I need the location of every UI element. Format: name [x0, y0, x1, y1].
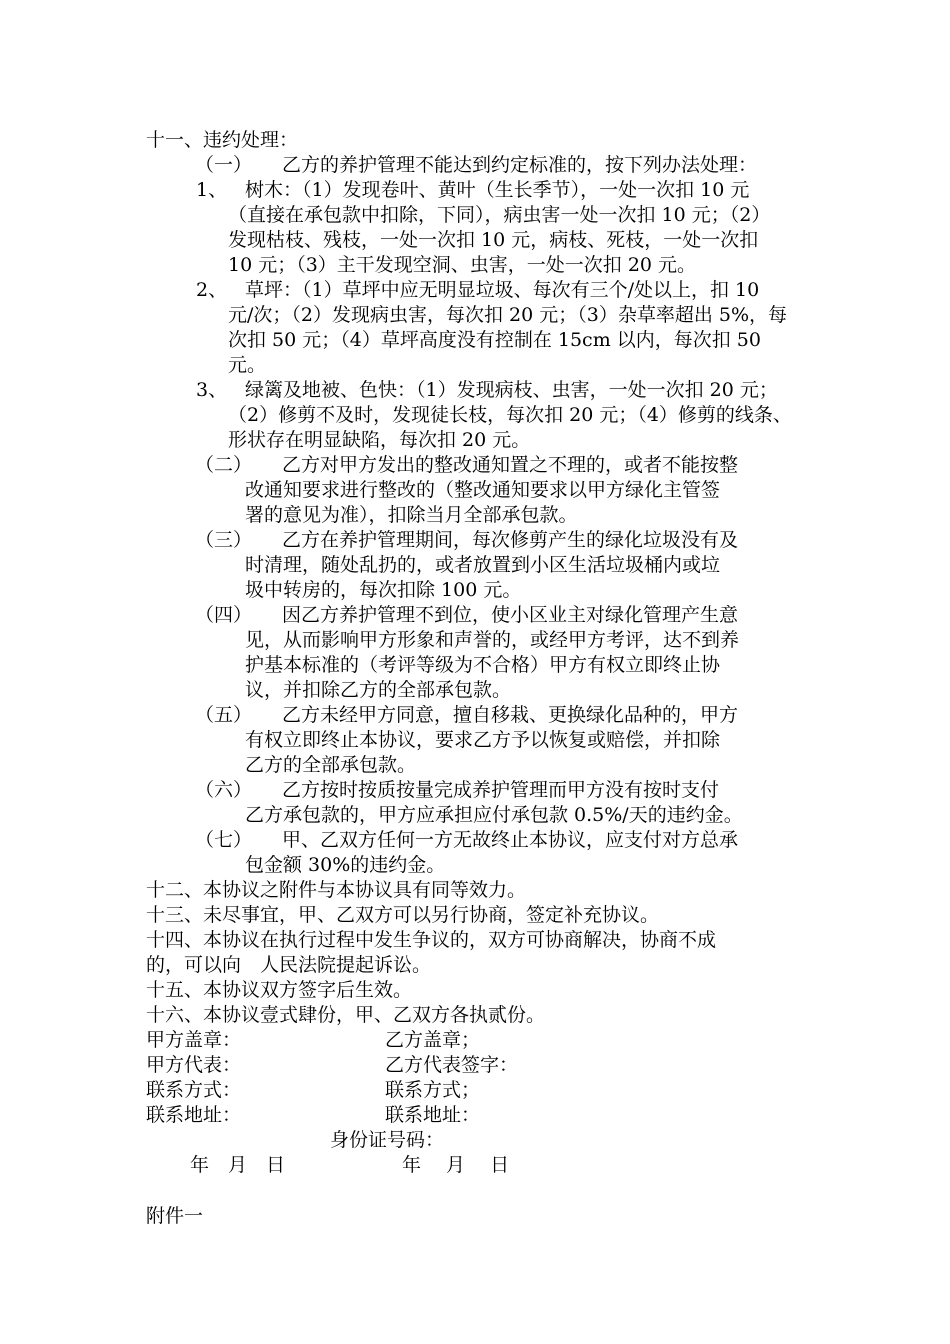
clause: 十六、本协议壹式肆份，甲、乙双方各执贰份。 [146, 1004, 546, 1026]
item-marker: （二） [195, 454, 253, 476]
party-b-seal-label: 乙方盖章； [385, 1029, 481, 1051]
subitem-text: 元。 [228, 354, 267, 376]
item-marker: （三） [195, 529, 253, 551]
party-a-contact-label: 联系方式： [146, 1079, 242, 1101]
item-marker: （一） [195, 154, 253, 176]
clause: 十二、本协议之附件与本协议具有同等效力。 [146, 879, 527, 901]
party-a-address-label: 联系地址： [146, 1104, 242, 1126]
item-text: 改通知要求进行整改的（整改通知要求以甲方绿化主管签 [245, 479, 721, 501]
item-text: 乙方在养护管理期间，每次修剪产生的绿化垃圾没有及 [282, 529, 739, 551]
item-text: 见，从而影响甲方形象和声誉的，或经甲方考评，达不到养 [245, 629, 740, 651]
subitem-text: 树木：（1）发现卷叶、黄叶（生长季节），一处一次扣 10 元 [245, 179, 750, 201]
item-marker: （七） [195, 829, 253, 851]
subitem-text: 次扣 50 元；（4）草坪高度没有控制在 15cm 以内，每次扣 50 [228, 329, 761, 351]
item-text: 甲、乙双方任何一方无故终止本协议，应支付对方总承 [282, 829, 739, 851]
item-text: 乙方的养护管理不能达到约定标准的，按下列办法处理： [282, 154, 758, 176]
subitem-text: 发现枯枝、残枝，一处一次扣 10 元，病枝、死枝，一处一次扣 [228, 229, 759, 251]
item-marker: （六） [195, 779, 253, 801]
subitem-text: 元/次；（2）发现病虫害，每次扣 20 元；（3）杂草率超出 5%，每 [228, 304, 788, 326]
item-text: 议，并扣除乙方的全部承包款。 [245, 679, 512, 701]
item-text: 署的意见为准），扣除当月全部承包款。 [245, 504, 578, 526]
party-a-seal-label: 甲方盖章： [146, 1029, 242, 1051]
subitem-text: （直接在承包款中扣除，下同），病虫害一处一次扣 10 元；（2） [228, 204, 771, 226]
section-heading: 十一、违约处理： [146, 129, 299, 151]
item-text: 因乙方养护管理不到位，使小区业主对绿化管理产生意 [282, 604, 739, 626]
party-b-address-label: 联系地址： [385, 1104, 481, 1126]
attachment-heading: 附件一 [146, 1205, 204, 1227]
subitem-text: （2）修剪不及时，发现徒长枝，每次扣 20 元；（4）修剪的线条、 [228, 404, 792, 426]
item-text: 时清理，随处乱扔的，或者放置到小区生活垃圾桶内或垃 [245, 554, 721, 576]
item-text: 有权立即终止本协议，要求乙方予以恢复或赔偿，并扣除 [245, 729, 721, 751]
id-number-label: 身份证号码： [330, 1129, 445, 1151]
subitem-marker: 2、 [196, 279, 228, 301]
party-a-date: 年 月 日 [190, 1154, 286, 1176]
subitem-text: 形状存在明显缺陷，每次扣 20 元。 [228, 429, 531, 451]
item-text: 圾中转房的，每次扣除 100 元。 [245, 579, 522, 601]
subitem-marker: 3、 [196, 379, 228, 401]
clause: 的，可以向 人民法院提起诉讼。 [146, 954, 432, 976]
party-b-representative-label: 乙方代表签字： [385, 1054, 519, 1076]
clause: 十五、本协议双方签字后生效。 [146, 979, 413, 1001]
item-text: 乙方对甲方发出的整改通知置之不理的，或者不能按整 [282, 454, 739, 476]
party-a-representative-label: 甲方代表： [146, 1054, 242, 1076]
subitem-text: 草坪：（1）草坪中应无明显垃圾、每次有三个/处以上，扣 10 [245, 279, 760, 301]
item-text: 乙方的全部承包款。 [245, 754, 417, 776]
clause: 十四、本协议在执行过程中发生争议的，双方可协商解决，协商不成 [146, 929, 717, 951]
item-text: 乙方未经甲方同意，擅自移栽、更换绿化品种的，甲方 [282, 704, 739, 726]
item-text: 乙方承包款的，甲方应承担应付承包款 0.5%/天的违约金。 [245, 804, 743, 826]
party-b-date: 年 月 日 [402, 1154, 510, 1176]
item-text: 乙方按时按质按量完成养护管理而甲方没有按时支付 [282, 779, 720, 801]
party-b-contact-label: 联系方式； [385, 1079, 481, 1101]
item-marker: （五） [195, 704, 253, 726]
item-text: 包金额 30%的违约金。 [245, 854, 446, 876]
item-marker: （四） [195, 604, 253, 626]
subitem-text: 绿篱及地被、色快：（1）发现病枝、虫害，一处一次扣 20 元； [245, 379, 778, 401]
clause: 十三、未尽事宜，甲、乙双方可以另行协商，签定补充协议。 [146, 904, 660, 926]
subitem-marker: 1、 [196, 179, 228, 201]
item-text: 护基本标准的（考评等级为不合格）甲方有权立即终止协 [245, 654, 721, 676]
subitem-text: 10 元；（3）主干发现空洞、虫害，一处一次扣 20 元。 [228, 254, 697, 276]
